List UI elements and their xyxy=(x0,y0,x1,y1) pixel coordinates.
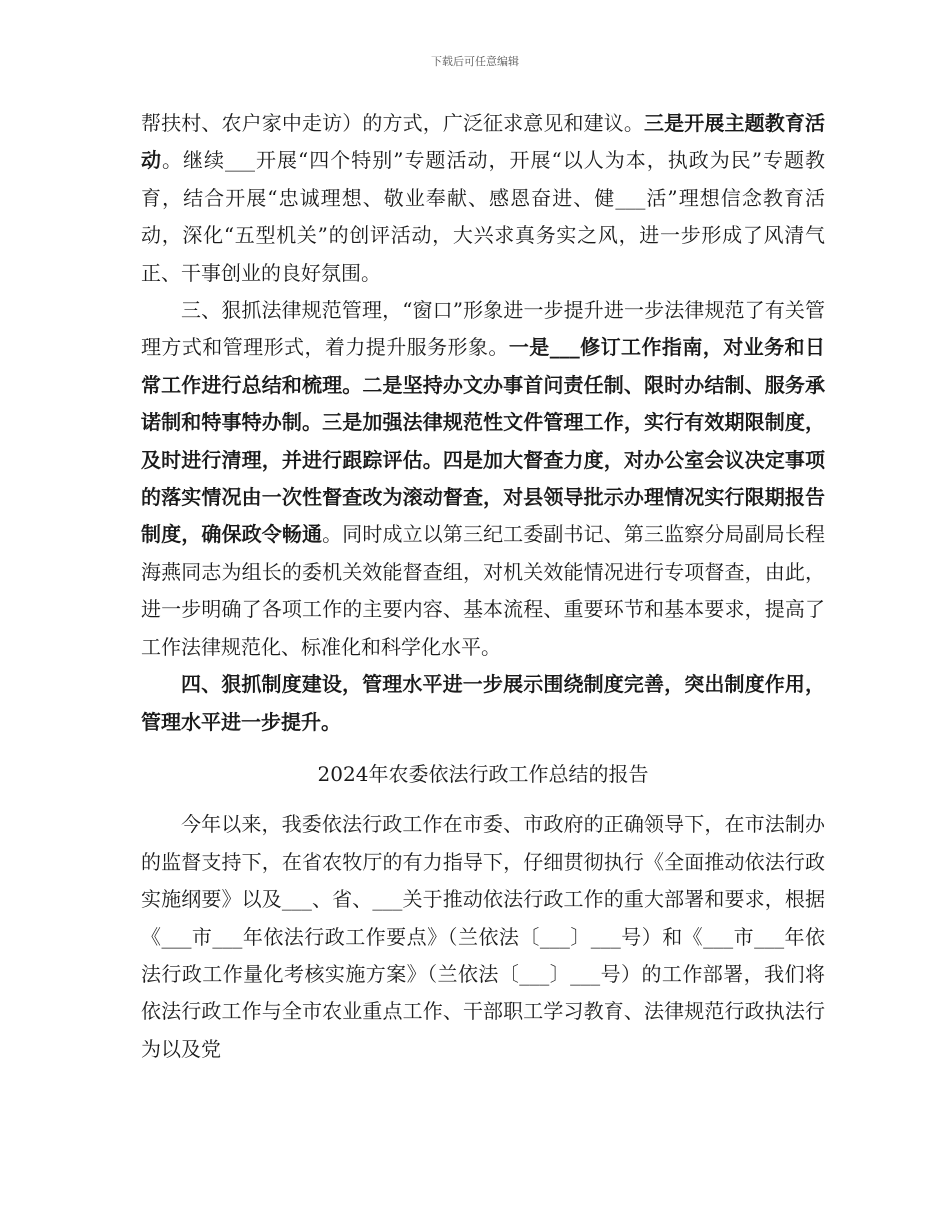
report-title: 2024年农委依法行政工作总结的报告 xyxy=(317,761,649,786)
paragraph-1-text-a: 帮扶村、农户家中走访）的方式，广泛征求意见和建议。 xyxy=(141,111,645,135)
paragraph-report-intro: 今年以来，我委依法行政工作在市委、市政府的正确领导下，在市法制办的监督支持下，在省农牧厅的有力指导下，仔细贯彻执行《全面推动依法行政实施纲要》以及___、省、___关于推动依法行政工作的重大部署和要求，根据《___市___年依法行政工作要点》（兰依法〔___〕___号）和《___市___年依法行政工作量化考核实施方案》（兰依法〔___〕___号）的工作部署，我们将依法行政工作与全市农业重点工作、干部职工学习教育、法律规范行政执法行为以及党 xyxy=(141,812,825,1061)
paragraph-2-bold: 一是___修订工作指南，对业务和日常工作进行总结和梳理。二是坚持办文办事首问责任制、限时办结制、服务承诺制和特事特办制。三是加强法律规范性文件管理工作，实行有效期限制度，及时进行清理，并进行跟踪评估。四是加大督查力度，对办公室会议决定事项的落实情况由一次性督查改为滚动督查，对县领导批示办理情况实行限期报告制度，确保政令畅通 xyxy=(141,335,825,547)
paragraph-2-text-b: 。同时成立以第三纪工委副书记、第三监察分局副局长程海燕同志为组长的委机关效能督查组，对机关效能情况进行专项督查，由此，进一步明确了各项工作的主要内容、基本流程、重要环节和基本要求，提高了工作法律规范化、标准化和科学化水平。 xyxy=(141,522,826,659)
section-heading-4: 四、狠抓制度建设，管理水平进一步展示围绕制度完善，突出制度作用，管理水平进一步提升。 xyxy=(141,672,825,734)
paragraph-2-text-a: 三、狠抓法律规范管理，“窗口”形象进一步提升进一步法律规范了有关管理方式和管理形式，着力提升服务形象。 xyxy=(141,298,825,360)
paragraph-1-bold: 三是开展主题教育活动 xyxy=(141,111,826,173)
paragraph-1-text-b: 。继续___开展“四个特别”专题活动，开展“以人为本，执政为民”专题教育，结合开展“忠诚理想、敬业奉献、感恩奋进、健___活”理想信念教育活动，深化“五型机关”的创评活动，大兴求真务实之风，进一步形成了风清气正、干事创业的良好氛围。 xyxy=(141,148,826,285)
paragraph-2 xyxy=(141,292,825,666)
page-header: 下载后可任意编辑 xyxy=(431,55,519,68)
document-body xyxy=(141,105,825,1068)
paragraph-1 xyxy=(141,105,825,292)
